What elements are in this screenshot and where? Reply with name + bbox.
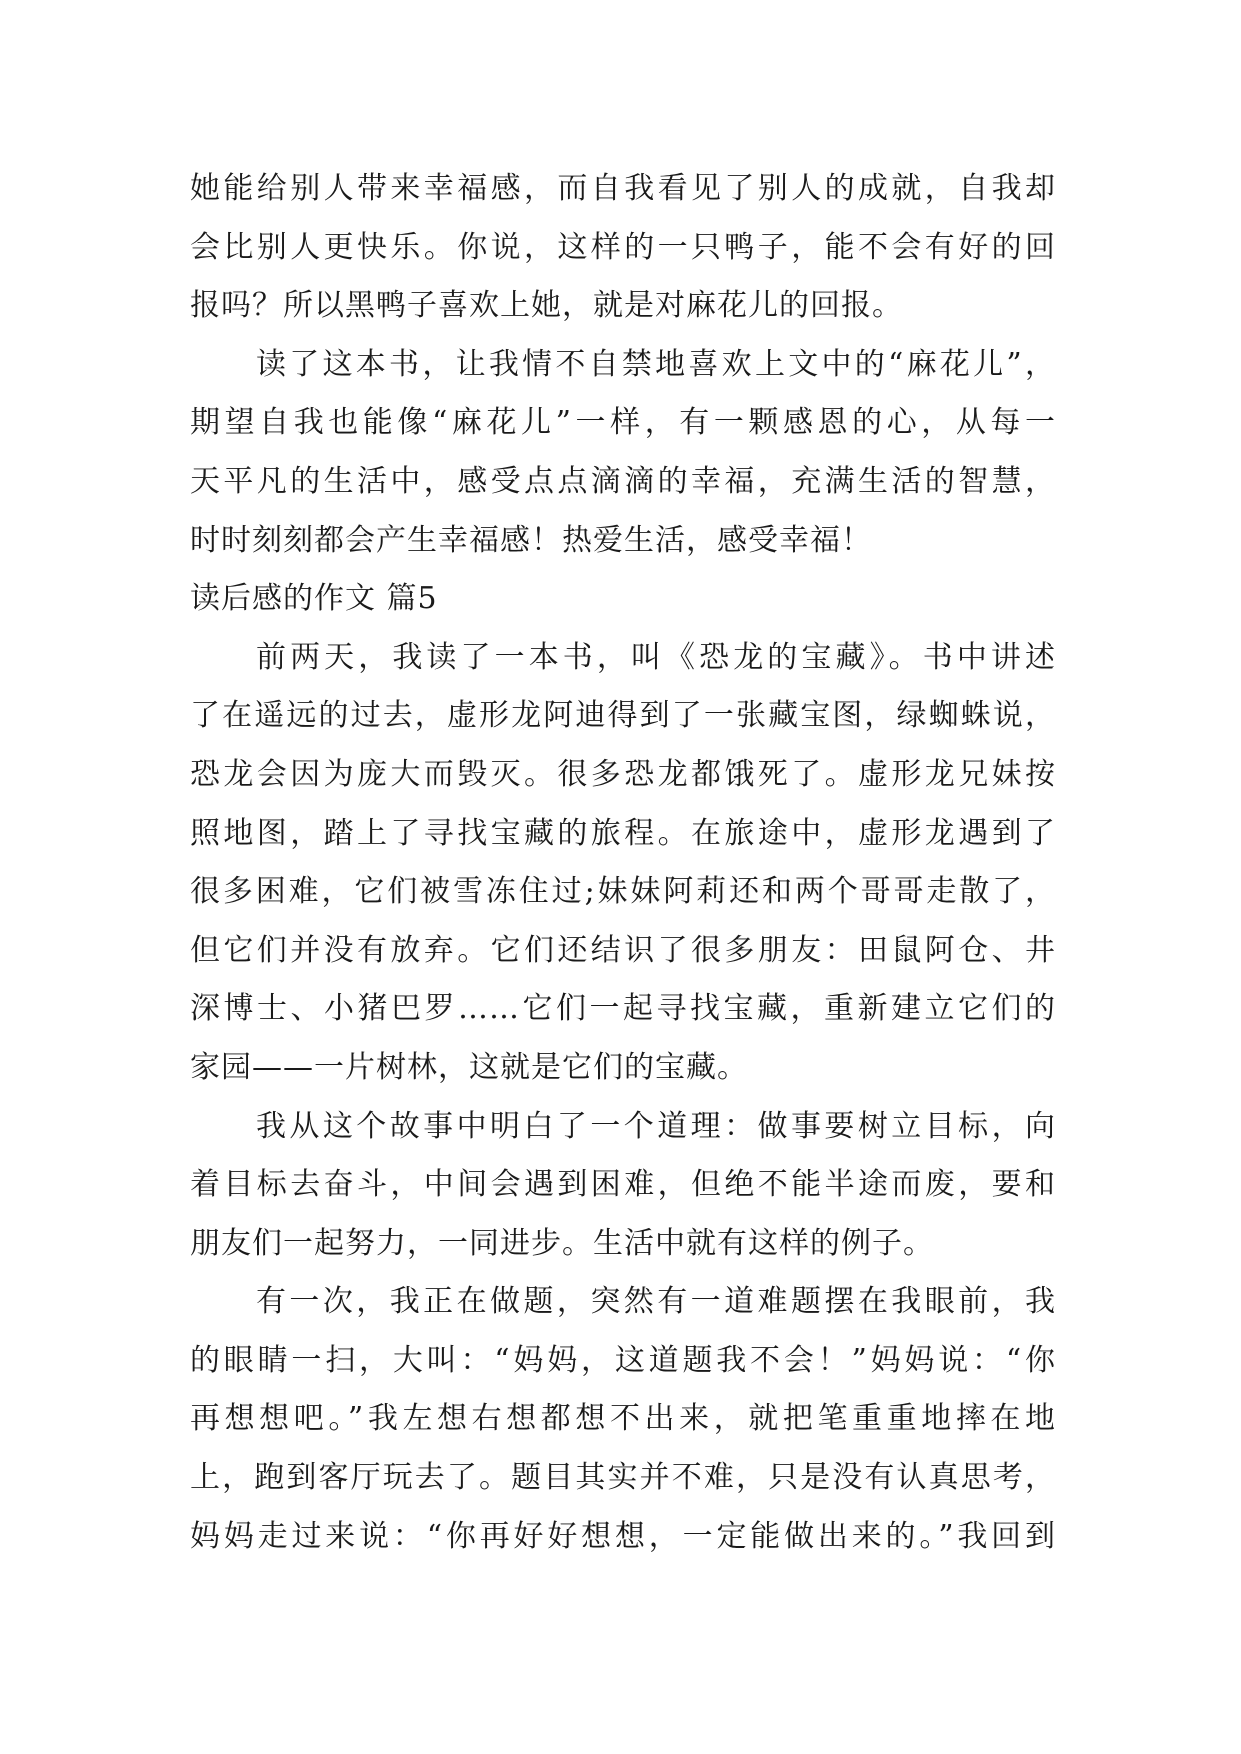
text-line: 恐龙会因为庞大而毁灭。很多恐龙都饿死了。虚形龙兄妹按	[190, 756, 1056, 792]
text-line: 的眼睛一扫，大叫：“妈妈，这道题我不会！”妈妈说：“你	[190, 1342, 1056, 1378]
paragraph	[190, 160, 1056, 336]
text-line: 着目标去奋斗，中间会遇到困难，但绝不能半途而废，要和	[190, 1167, 1056, 1203]
paragraph	[190, 629, 1056, 1098]
text-line: 妈妈走过来说：“你再好好想想，一定能做出来的。”我回到	[190, 1518, 1056, 1554]
text-line: 但它们并没有放弃。它们还结识了很多朋友：田鼠阿仓、井	[190, 932, 1056, 968]
paragraph	[190, 1098, 1056, 1274]
text-line: 有一次，我正在做题，突然有一道难题摆在我眼前，我	[256, 1284, 1056, 1320]
paragraph	[190, 1273, 1056, 1566]
text-line: 会比别人更快乐。你说，这样的一只鸭子，能不会有好的回	[190, 229, 1056, 265]
text-line: 我从这个故事中明白了一个道理：做事要树立目标，向	[256, 1108, 1056, 1144]
text-line: 上，跑到客厅玩去了。题目其实并不难，只是没有认真思考，	[190, 1460, 1056, 1496]
text-line: 前两天，我读了一本书，叫《恐龙的宝藏》。书中讲述	[256, 639, 1056, 675]
paragraph	[190, 336, 1056, 570]
text-line: 很多困难，它们被雪冻住过;妹妹阿莉还和两个哥哥走散了，	[190, 874, 1056, 910]
text-line: 照地图，踏上了寻找宝藏的旅程。在旅途中，虚形龙遇到了	[190, 815, 1056, 851]
section-heading: 读后感的作文 篇5	[190, 581, 438, 617]
text-line: 朋友们一起努力，一同进步。生活中就有这样的例子。	[190, 1225, 934, 1261]
text-line: 家园——一片树林，这就是它们的宝藏。	[190, 1049, 748, 1085]
text-line: 了在遥远的过去，虚形龙阿迪得到了一张藏宝图，绿蜘蛛说，	[190, 698, 1056, 734]
text-line: 她能给别人带来幸福感，而自我看见了别人的成就，自我却	[190, 171, 1056, 206]
text-line: 深博士、小猪巴罗……它们一起寻找宝藏，重新建立它们的	[190, 991, 1056, 1027]
text-line: 读了这本书，让我情不自禁地喜欢上文中的“麻花儿”，	[256, 346, 1056, 382]
text-line: 再想想吧。”我左想右想都想不出来，就把笔重重地摔在地	[190, 1401, 1056, 1437]
text-line: 期望自我也能像“麻花儿”一样，有一颗感恩的心，从每一	[190, 405, 1056, 441]
document-page	[190, 160, 1056, 1566]
text-line: 时时刻刻都会产生幸福感！热爱生活，感受幸福！	[190, 522, 872, 558]
text-line: 天平凡的生活中，感受点点滴滴的幸福，充满生活的智慧，	[190, 463, 1056, 499]
text-line: 报吗？所以黑鸭子喜欢上她，就是对麻花儿的回报。	[190, 288, 903, 324]
